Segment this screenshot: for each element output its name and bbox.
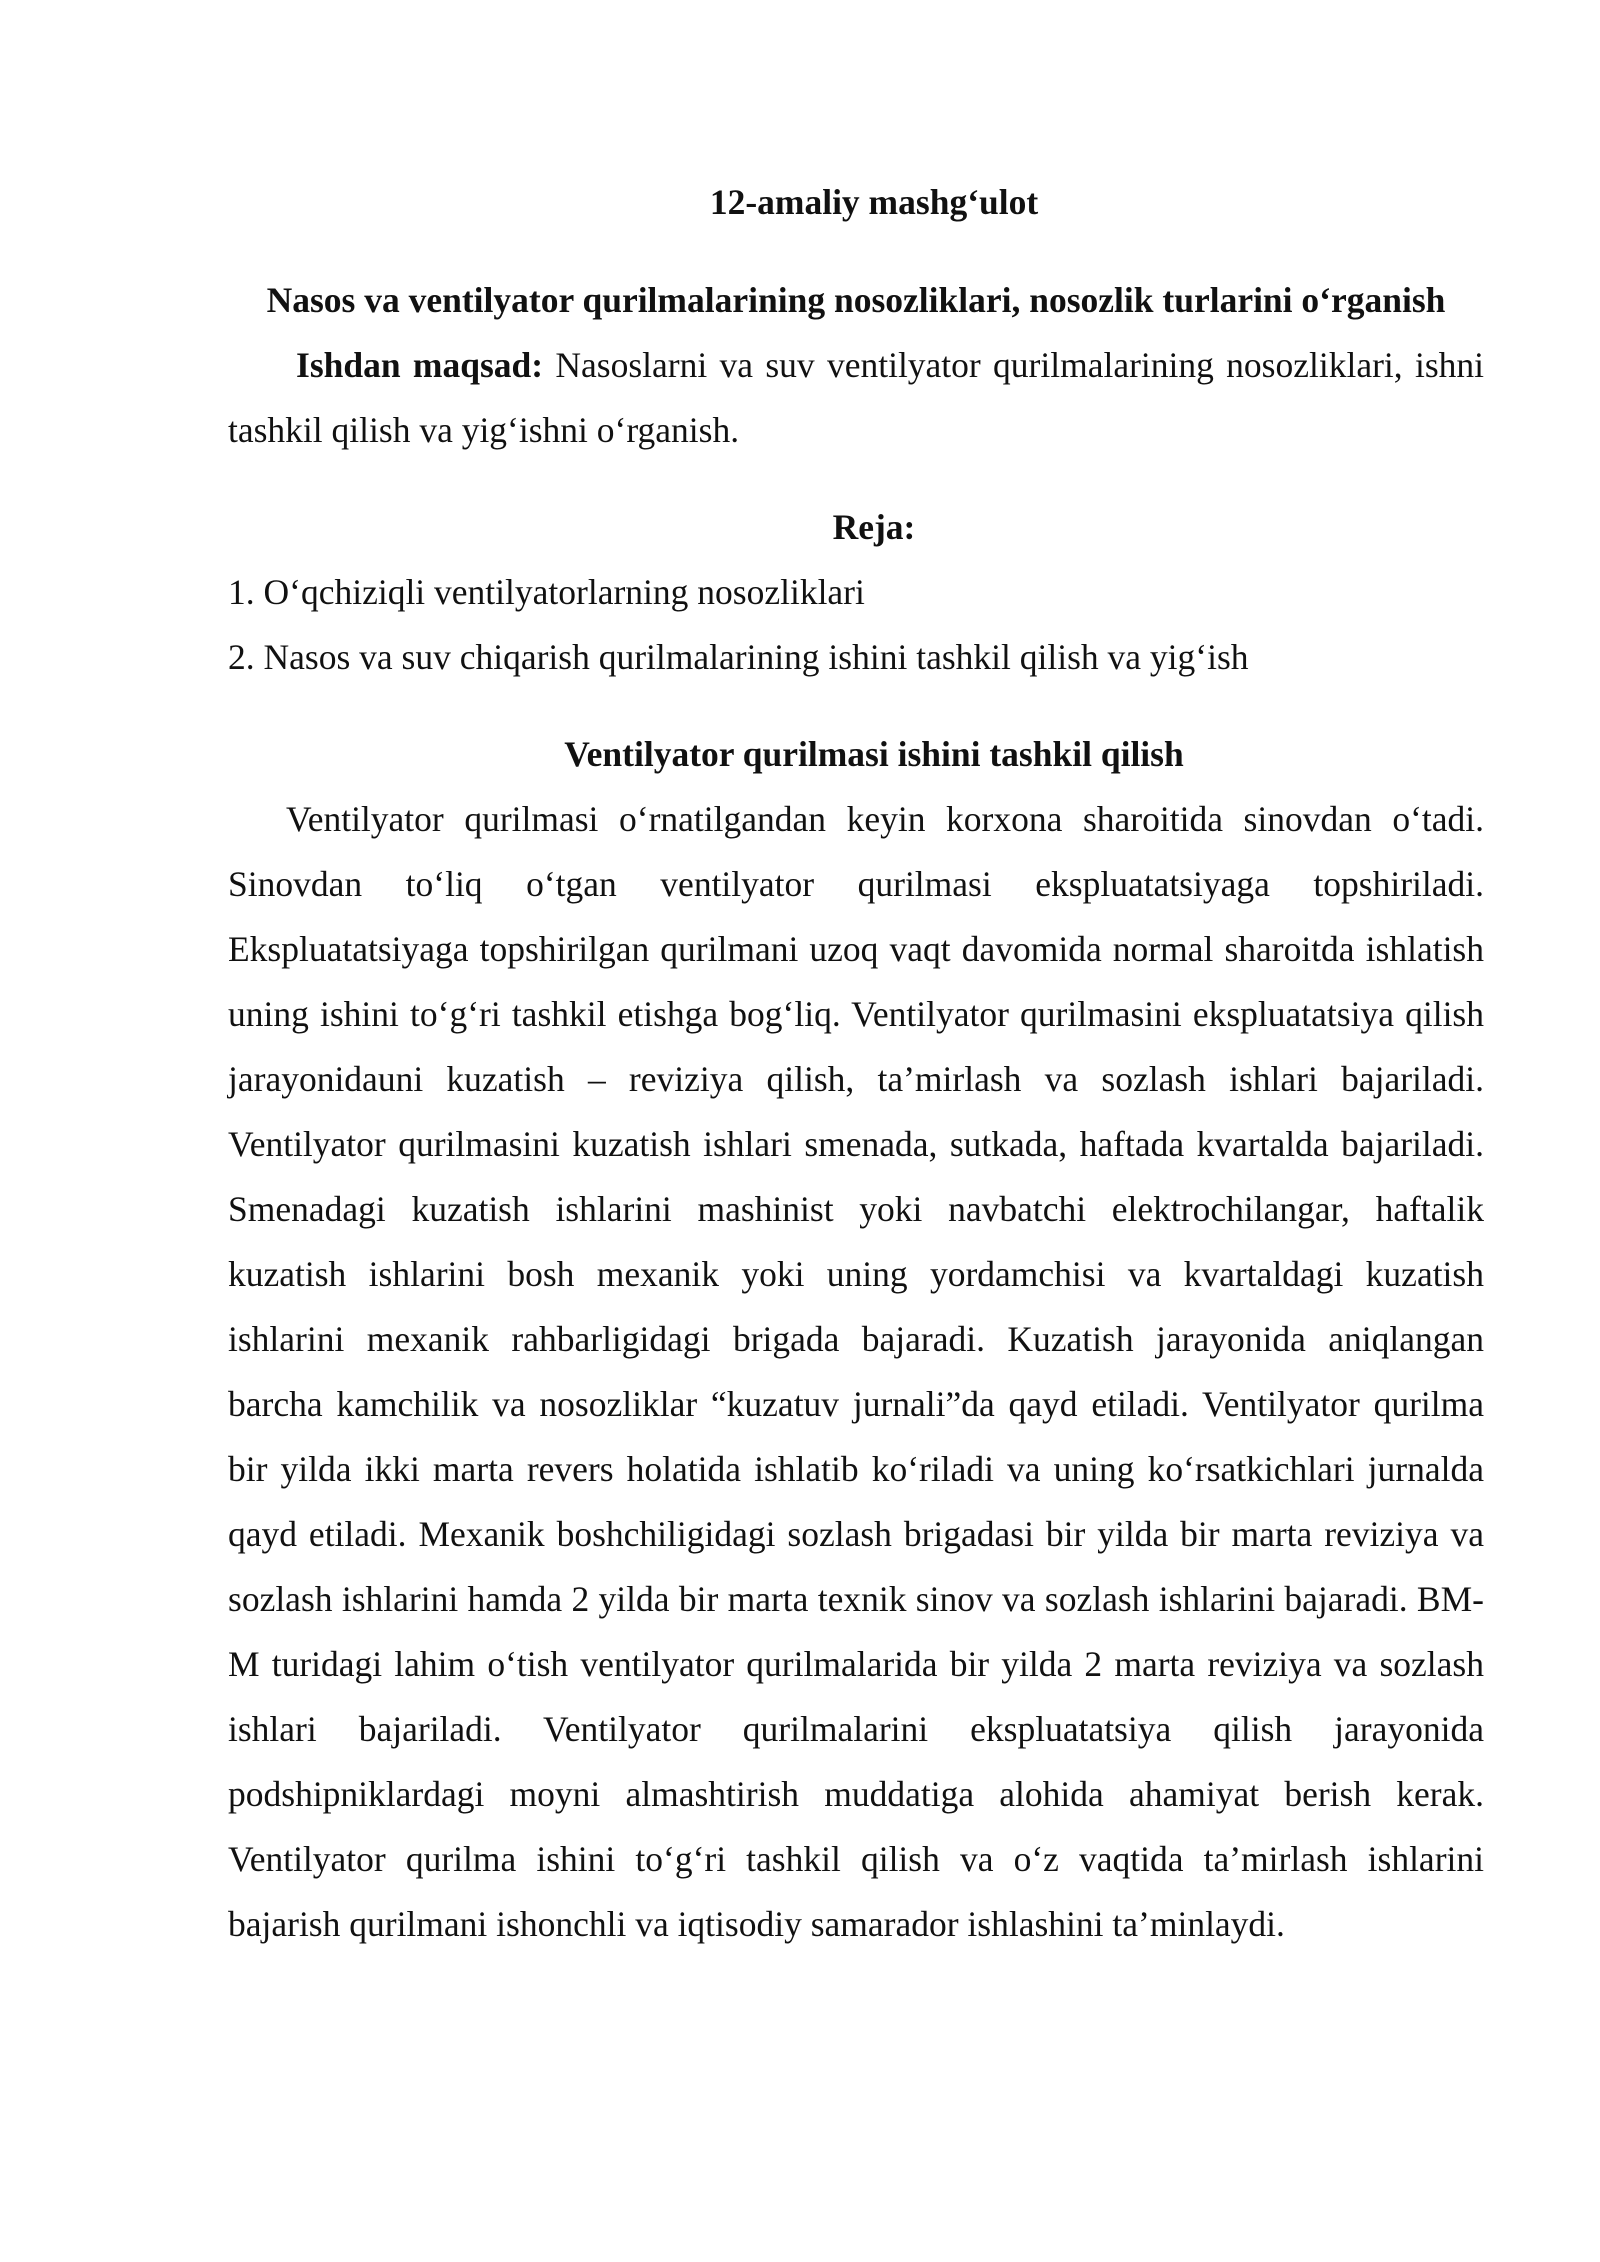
document-page <box>228 170 1484 1957</box>
purpose-paragraph <box>228 333 1484 463</box>
document-subtitle: Nasos va ventilyator qurilmalarining nosozliklari, nosozlik turlarini o‘rganish <box>266 280 1446 320</box>
section-heading: Ventilyator qurilmasi ishini tashkil qilish <box>564 734 1184 774</box>
plan-item: 2. Nasos va suv chiqarish qurilmalarining ishini tashkil qilish va yig‘ish <box>228 637 1249 677</box>
section-body-paragraph: Ventilyator qurilmasi o‘rnatilgandan keyin korxona sharoitida sinovdan o‘tadi. Sinovdan to‘liq o‘tgan ventilyator qurilmasi ekspluatatsiyaga topshiriladi. Ekspluatatsiyaga topshirilgan qurilmani uzoq vaqt davomida normal sharoitda ishlatish uning ishini to‘g‘ri tashkil etishga bog‘liq. Ventilyator qurilmasini ekspluatatsiya qilish jarayonidauni kuzatish – reviziya qilish, ta’mirlash va sozlash ishlari bajariladi. Ventilyator qurilmasini kuzatish ishlari smenada, sutkada, haftada kvartalda bajariladi. Smenadagi kuzatish ishlarini mashinist yoki navbatchi elektrochilangar, haftalik kuzatish ishlarini bosh mexanik yoki uning yordamchisi va kvartaldagi kuzatish ishlarini mexanik rahbarligidagi brigada bajaradi. Kuzatish jarayonida aniqlangan barcha kamchilik va nosozliklar “kuzatuv jurnali”da qayd etiladi. Ventilyator qurilma bir yilda ikki marta revers holatida ishlatib ko‘riladi va uning ko‘rsatkichlari jurnalda qayd etiladi. Mexanik boshchiligidagi sozlash brigadasi bir yilda bir marta reviziya va sozlash ishlarini hamda 2 yilda bir marta texnik sinov va sozlash ishlarini bajaradi. BM-M turidagi lahim o‘tish ventilyator qurilmalarida bir yilda 2 marta reviziya va sozlash ishlari bajariladi. Ventilyator qurilmalarini ekspluatatsiya qilish jarayonida podshipniklardagi moyni almashtirish muddatiga alohida ahamiyat berish kerak. Ventilyator qurilma ishini to‘g‘ri tashkil qilish va o‘z vaqtida ta’mirlash ishlarini bajarish qurilmani ishonchli va iqtisodiy samarador ishlashini ta’minlaydi. <box>228 799 1484 1944</box>
purpose-text: Nasoslarni va suv ventilyator qurilmalarining nosozliklari, ishni tashkil qilish va yig‘ishni o‘rganish. <box>228 345 1484 450</box>
plan-item: 1. O‘qchiziqli ventilyatorlarning nosozliklari <box>228 572 865 612</box>
purpose-label: Ishdan maqsad: <box>296 345 544 385</box>
plan-list <box>228 560 1484 690</box>
document-title: 12-amaliy mashg‘ulot <box>709 182 1039 222</box>
plan-heading: Reja: <box>832 507 916 547</box>
